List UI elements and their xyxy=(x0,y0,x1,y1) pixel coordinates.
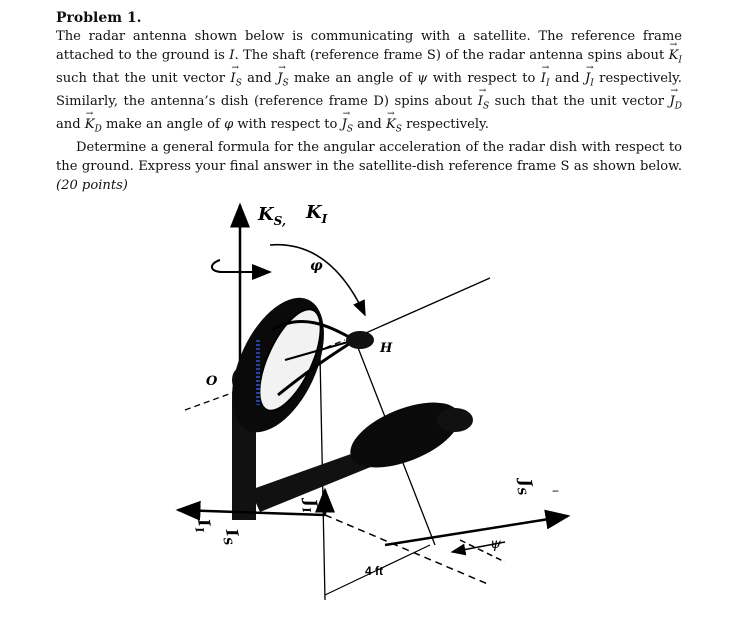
label-j-i: $J_I$ xyxy=(299,497,322,514)
problem-statement xyxy=(56,28,682,139)
label-k-i: $K_I$ xyxy=(306,202,328,226)
label-phi: φ xyxy=(310,258,323,274)
radar-antenna-figure xyxy=(160,190,580,610)
label-k-s: $K_{S,}$ xyxy=(258,204,287,228)
vector-i-s-2: → $I_S$ xyxy=(478,93,489,116)
radar-antenna-diagram xyxy=(160,190,580,610)
text-seg: and xyxy=(549,70,585,86)
psi-symbol: ψ xyxy=(417,70,428,86)
problem-question xyxy=(56,139,682,195)
problem-document xyxy=(56,8,682,195)
text-seg: such that the unit vector xyxy=(56,70,231,86)
label-i-s: $I_S$ xyxy=(220,527,243,547)
vector-j-d: → $J_D$ xyxy=(670,93,682,116)
text-seg: respectively. xyxy=(401,117,489,133)
vector-i-i: → $I_I$ xyxy=(541,70,550,93)
text-seg: and xyxy=(56,117,85,133)
label-j-s-dash: – xyxy=(552,483,559,499)
label-psi: ψ xyxy=(490,536,501,552)
label-4ft: 4 ft xyxy=(365,564,383,578)
j-s-axis-line xyxy=(385,516,568,545)
text-seg: The radar antenna shown below is communicating with a satellite. The reference frame attached to the ground is xyxy=(56,29,682,63)
label-h: H xyxy=(380,341,393,356)
text-seg: respectively. Similarly, the antenna’s dish (reference frame D) spins about xyxy=(56,70,682,109)
text-seg: make an angle of xyxy=(101,117,225,133)
text-seg: make an angle of xyxy=(288,70,418,86)
text-seg: . The shaft (reference frame S) of the radar antenna spins about xyxy=(234,47,669,63)
text-seg: such that the unit vector xyxy=(489,94,670,109)
vector-j-s-2: → $J_S$ xyxy=(342,116,353,139)
vector-i-s: → $I_S$ xyxy=(230,70,241,93)
text-seg: Determine a general formula for the angular acceleration of the radar dish with respect to the ground. Express your final answer in the satellite-dish reference frame S as shown below. xyxy=(56,140,682,174)
label-o: O xyxy=(206,374,218,389)
vector-j-i: → $J_I$ xyxy=(585,70,594,93)
dashed-line xyxy=(185,390,240,410)
vector-k-s: → $K_S$ xyxy=(386,116,402,139)
label-i-i: $I_I$ xyxy=(192,517,215,534)
frame-symbol: I xyxy=(229,47,235,63)
text-seg: with respect to xyxy=(233,117,342,133)
vector-k-d: → $K_D$ xyxy=(85,116,102,139)
vector-j-s: → $J_S$ xyxy=(277,70,288,93)
text-seg: and xyxy=(241,70,278,86)
h-axis-line xyxy=(350,278,490,340)
problem-title: Problem 1. xyxy=(56,10,142,26)
phi-symbol: φ xyxy=(224,117,234,133)
points-note: (20 points) xyxy=(56,177,128,193)
text-seg: and xyxy=(353,117,386,133)
label-j-s: $J_S$ xyxy=(514,477,537,497)
vector-k-i: → $K_I$ xyxy=(669,47,682,70)
text-seg: with respect to xyxy=(427,70,541,86)
